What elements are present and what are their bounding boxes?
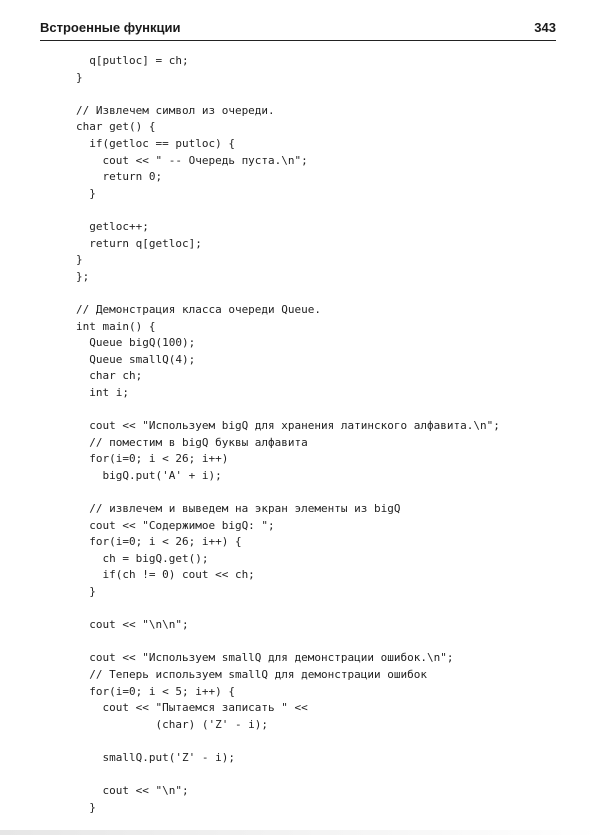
code-listing bbox=[76, 53, 500, 816]
code-line: int main() { bbox=[76, 319, 156, 333]
code-line: ch = bigQ.get(); bbox=[76, 551, 209, 565]
code-line: for(i=0; i < 5; i++) { bbox=[76, 684, 235, 698]
code-line: char ch; bbox=[76, 369, 143, 383]
code-line bbox=[76, 634, 500, 651]
code-line: // поместим в bigQ буквы алфавита bbox=[76, 435, 308, 449]
code-line: return 0; bbox=[76, 170, 163, 184]
code-line: }; bbox=[76, 269, 90, 283]
code-line: } bbox=[76, 800, 96, 814]
code-line: } bbox=[76, 186, 96, 200]
code-line: Queue smallQ(4); bbox=[76, 352, 196, 366]
code-line bbox=[76, 733, 500, 750]
page-number: 343 bbox=[534, 20, 556, 35]
chapter-title: Встроенные функции bbox=[40, 20, 181, 35]
code-line bbox=[76, 285, 500, 302]
code-line: bigQ.put('A' + i); bbox=[76, 468, 222, 482]
code-line: // Теперь используем smallQ для демонстрации ошибок bbox=[76, 667, 427, 681]
code-line: (char) ('Z' - i); bbox=[76, 717, 269, 731]
code-line: } bbox=[76, 253, 83, 267]
code-line: cout << "\n"; bbox=[76, 784, 189, 798]
code-line: } bbox=[76, 70, 83, 84]
code-line: if(ch != 0) cout << ch; bbox=[76, 568, 255, 582]
code-line: cout << "Содержимое bigQ: "; bbox=[76, 518, 275, 532]
code-line: cout << " -- Очередь пуста.\n"; bbox=[76, 153, 308, 167]
code-line: for(i=0; i < 26; i++) bbox=[76, 452, 229, 466]
code-line: char get() { bbox=[76, 120, 156, 134]
code-line: smallQ.put('Z' - i); bbox=[76, 750, 235, 764]
code-line: Queue bigQ(100); bbox=[76, 336, 196, 350]
code-line: cout << "\n\n"; bbox=[76, 618, 189, 632]
page-bottom-edge bbox=[0, 830, 600, 835]
code-line: // Извлечем символ из очереди. bbox=[76, 103, 275, 117]
code-line: cout << "Используем bigQ для хранения латинского алфавита.\n"; bbox=[76, 419, 500, 433]
code-line: q[putloc] = ch; bbox=[76, 54, 189, 67]
code-line: return q[getloc]; bbox=[76, 236, 202, 250]
code-line bbox=[76, 86, 500, 103]
code-line: cout << "Пытаемся записать " << bbox=[76, 701, 308, 715]
code-line bbox=[76, 767, 500, 784]
code-line bbox=[76, 484, 500, 501]
code-line bbox=[76, 401, 500, 418]
code-line: int i; bbox=[76, 385, 129, 399]
code-line bbox=[76, 601, 500, 618]
page-header bbox=[40, 18, 556, 41]
code-line: getloc++; bbox=[76, 219, 149, 233]
code-line: cout << "Используем smallQ для демонстрации ошибок.\n"; bbox=[76, 651, 454, 665]
code-line: } bbox=[76, 585, 96, 598]
code-line: if(getloc == putloc) { bbox=[76, 136, 235, 150]
code-line: for(i=0; i < 26; i++) { bbox=[76, 535, 242, 549]
code-line: // извлечем и выведем на экран элементы из bigQ bbox=[76, 502, 401, 516]
code-line bbox=[76, 202, 500, 219]
code-line: // Демонстрация класса очереди Queue. bbox=[76, 302, 322, 316]
